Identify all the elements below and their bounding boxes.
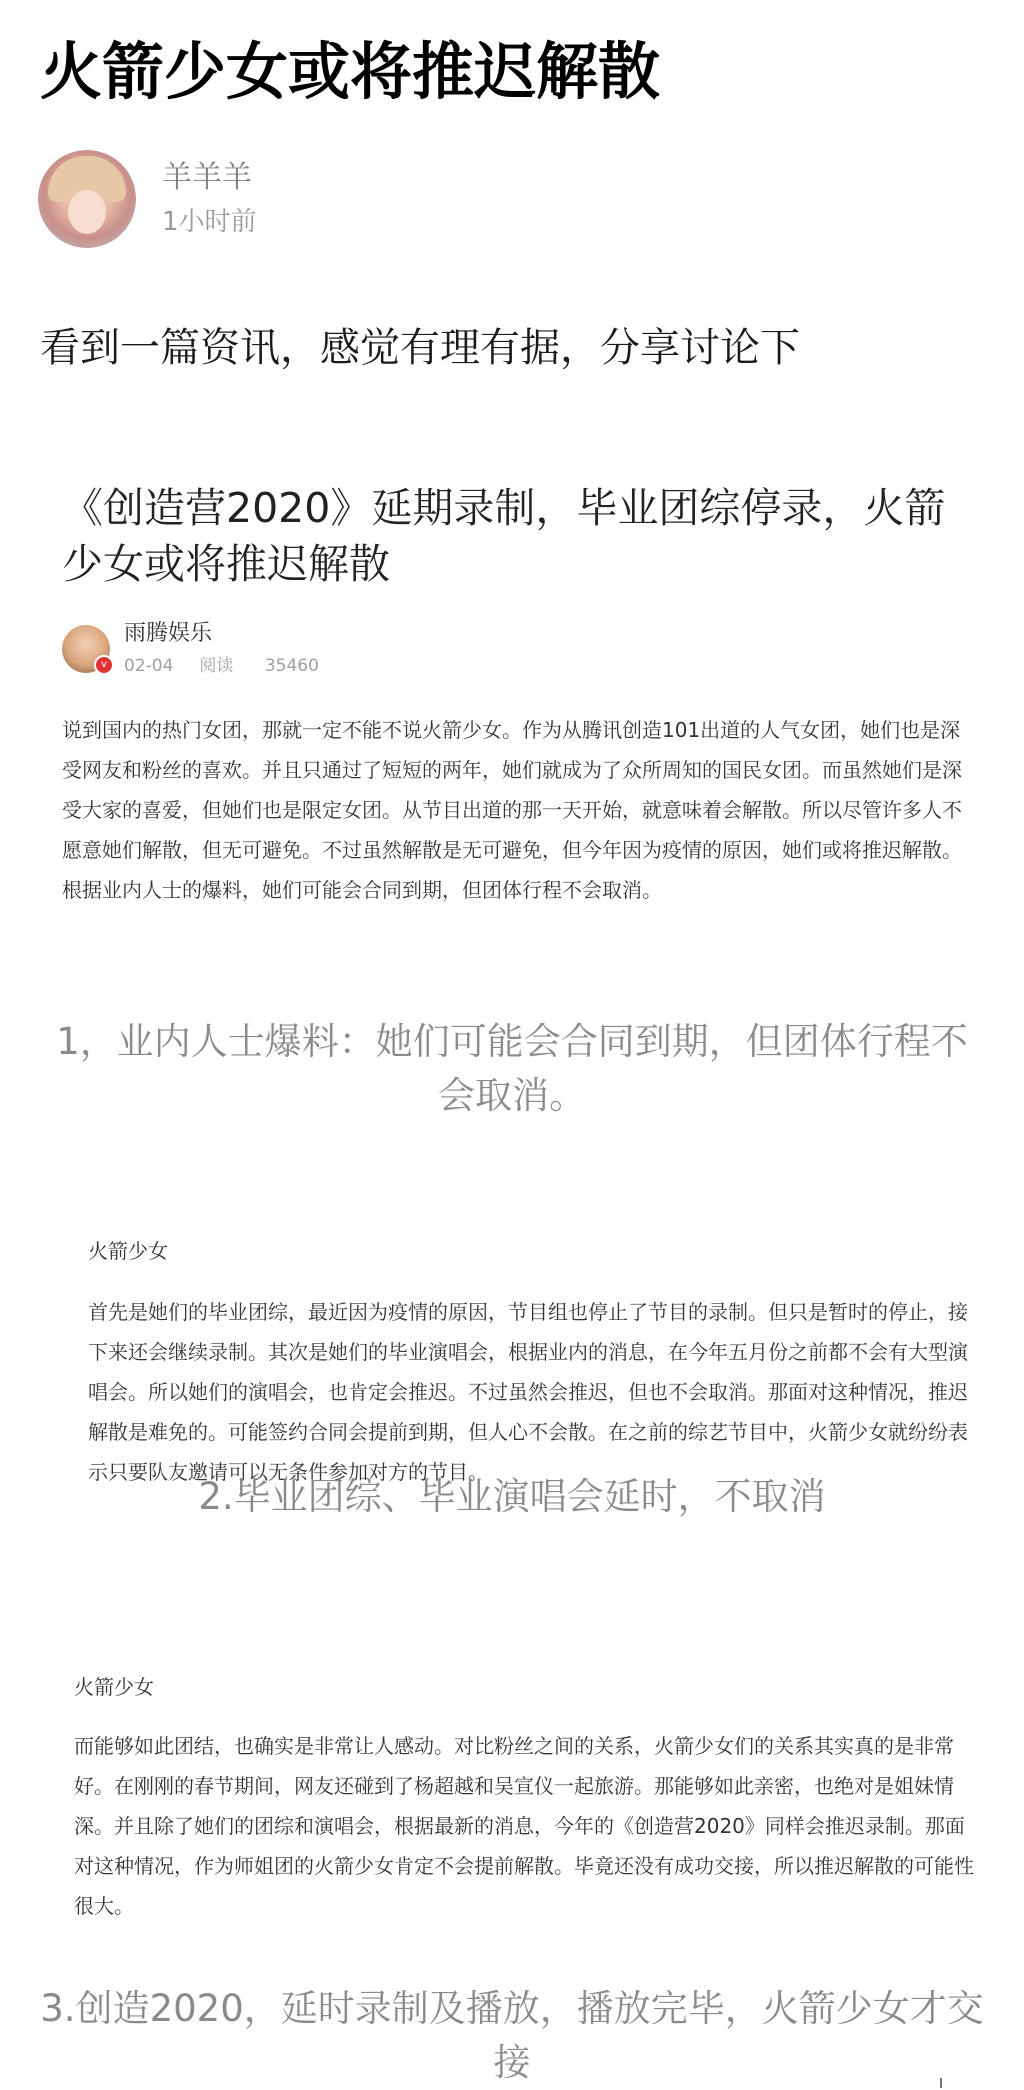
article-read-label: 阅读 [199, 656, 234, 676]
author-meta [162, 157, 257, 241]
author-row[interactable] [38, 150, 257, 248]
article-read-count: 35460 [264, 656, 319, 676]
post-text: 看到一篇资讯，感觉有理有据，分享讨论下 [40, 325, 800, 371]
article-author-row [62, 620, 345, 678]
author-name[interactable]: 羊羊羊 [162, 160, 252, 195]
section-label-2: 火箭少女 [74, 1675, 154, 1699]
embedded-article-image [0, 470, 1024, 2088]
section-heading-1: 1，业内人士爆料：她们可能会合同到期，但团体行程不会取消。 [56, 1020, 968, 1117]
article-intro: 说到国内的热门女团，那就一定不能不说火箭少女。作为从腾讯创造101出道的人气女团，她们也是深受网友和粉丝的喜欢。并且只通过了短短的两年，她们就成为了众所周知的国民女团。而虽然她们是深受大家的喜爱，但她们也是限定女团。从节目出道的那一天开始，就意味着会解散。所以尽管许多人不愿意她们解散，但无可避免。不过虽然解散是无可避免，但今年因为疫情的原因，她们或将推迟解散。根据业内人士的爆料，她们可能会合同到期，但团体行程不会取消。 [62, 718, 962, 902]
article-title: 《创造营2020》延期录制，毕业团综停录，火箭少女或将推迟解散 [62, 484, 946, 588]
section-body-2: 而能够如此团结，也确实是非常让人感动。对比粉丝之间的关系，火箭少女们的关系其实真的是非常好。在刚刚的春节期间，网友还碰到了杨超越和吴宣仪一起旅游。那能够如此亲密，也绝对是姐妹情深。并且除了她们的团综和演唱会，根据最新的消息，今年的《创造营2020》同样会推迟录制。那面对这种情况，作为师姐团的火箭少女肯定不会提前解散。毕竟还没有成功交接，所以推迟解散的可能性很大。 [74, 1734, 974, 1918]
scrollbar-mark [940, 2078, 942, 2088]
post-title: 火箭少女或将推迟解散 [40, 35, 661, 108]
article-author-meta [124, 620, 345, 678]
article-author-avatar [62, 625, 110, 673]
article-date: 02-04 [124, 656, 174, 676]
article-author-name: 雨腾娱乐 [124, 621, 213, 646]
section-body-1: 首先是她们的毕业团综，最近因为疫情的原因，节目组也停止了节目的录制。但只是暂时的停止，接下来还会继续录制。其次是她们的毕业演唱会，根据业内的消息，在今年五月份之前都不会有大型演唱会。所以她们的演唱会，也肯定会推迟。不过虽然会推迟，但也不会取消。那面对这种情况，推迟解散是难免的。可能签约合同会提前到期，但人心不会散。在之前的综艺节目中，火箭少女就纷纷表示只要队友邀请可以无条件参加对方的节目。 [88, 1300, 968, 1484]
post-time: 1小时前 [162, 207, 257, 237]
article-stats [124, 654, 345, 678]
verified-badge-icon: v [94, 655, 114, 675]
section-label-1: 火箭少女 [88, 1239, 168, 1263]
avatar[interactable] [38, 150, 136, 248]
section-heading-3: 3.创造2020，延时录制及播放，播放完毕，火箭少女才交接 [40, 1987, 984, 2084]
section-heading-2: 2.毕业团综、毕业演唱会延时，不取消 [198, 1475, 826, 1518]
